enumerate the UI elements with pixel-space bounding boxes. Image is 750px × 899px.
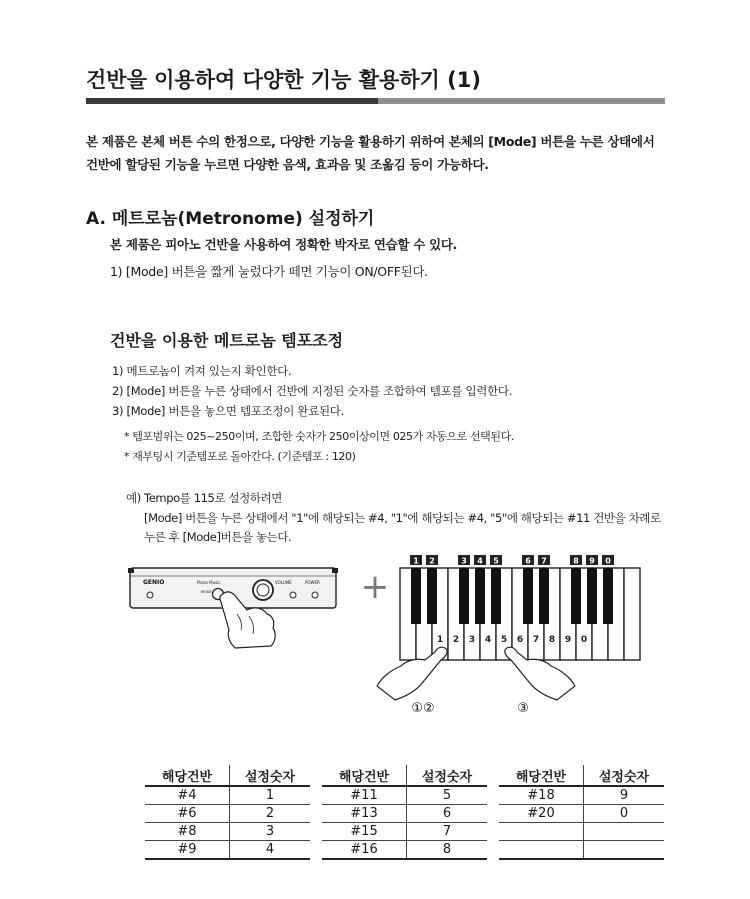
table-cell-number: 9 [584, 786, 665, 805]
table-cell-number: 4 [230, 841, 311, 860]
black-key-number: 9 [589, 556, 595, 566]
device-model: Piano Music [197, 580, 221, 585]
table-row [499, 823, 664, 841]
table-cell-key: #16 [322, 841, 407, 860]
black-key-number: 8 [573, 556, 579, 566]
table-cell-key: #6 [145, 805, 230, 823]
table-cell-key [499, 823, 584, 841]
table-cell-key: #13 [322, 805, 407, 823]
table-header-key: 해당건반 [145, 765, 230, 786]
table-row [499, 805, 664, 823]
black-key-number: 2 [429, 556, 435, 566]
table-row [145, 786, 310, 805]
page-title: 건반을 이용하여 다양한 기능 활용하기 (1) [86, 68, 481, 92]
white-key-number: 4 [484, 635, 492, 645]
black-key [523, 568, 533, 624]
black-key [571, 568, 581, 624]
table-row [499, 841, 664, 860]
white-key-number: 8 [548, 635, 556, 645]
black-key-number: 3 [461, 556, 467, 566]
black-key-number: 7 [541, 556, 547, 566]
device-jack-icon [290, 592, 296, 598]
table-row [322, 805, 487, 823]
table-row [322, 823, 487, 841]
device-power-label: POWER [305, 580, 320, 585]
black-key [411, 568, 421, 624]
section-a-heading: A. 메트로놈(Metronome) 설정하기 [86, 209, 375, 229]
table-cell-number: 3 [230, 823, 311, 841]
tempo-step: 2) [Mode] 버튼을 누른 상태에서 건반에 지정된 숫자를 조합하여 템포를 입력한다. [112, 384, 513, 398]
table-header-key: 해당건반 [499, 765, 584, 786]
tempo-step: 1) 메트로놈이 켜져 있는지 확인한다. [112, 364, 292, 378]
white-key-number: 0 [580, 635, 588, 645]
callout-right: ③ [517, 701, 529, 716]
table-cell-number: 2 [230, 805, 311, 823]
table-header-key: 해당건반 [322, 765, 407, 786]
device-jack-icon [312, 592, 318, 598]
table-cell-key: #4 [145, 786, 230, 805]
title-rule-light [378, 98, 665, 104]
table-header-number: 설정숫자 [407, 765, 488, 786]
white-key [624, 568, 640, 660]
black-key [539, 568, 549, 624]
table-cell-number: 6 [407, 805, 488, 823]
intro-line-1: 본 제품은 본체 버튼 수의 한정으로, 다양한 기능을 활용하기 위하여 본체의 [Mode] 버튼을 누른 상태에서 [86, 134, 655, 149]
table-row [145, 841, 310, 860]
table-cell-key: #8 [145, 823, 230, 841]
table-cell-key: #9 [145, 841, 230, 860]
example-line: [Mode] 버튼을 누른 상태에서 "1"에 해당되는 #4, "1"에 해당되는 #4, "5"에 해당되는 #11 건반을 차례로 [144, 511, 661, 525]
table-cell-number: 5 [407, 786, 488, 805]
white-key-number: 7 [532, 635, 540, 645]
tempo-step: 3) [Mode] 버튼을 놓으면 템포조정이 완료된다. [112, 404, 344, 418]
keyboard [400, 555, 640, 660]
black-key-number: 0 [605, 556, 611, 566]
black-key-number: 5 [493, 556, 499, 566]
white-key-number: 9 [564, 635, 572, 645]
table-cell-key: #11 [322, 786, 407, 805]
example-title: 예) Tempo를 115로 설정하려면 [126, 491, 282, 505]
key-table-1 [145, 765, 310, 860]
table-row [322, 841, 487, 860]
keyboard-diagram [125, 550, 665, 720]
table-header-number: 설정숫자 [230, 765, 311, 786]
table-row [499, 786, 664, 805]
black-key-number: 4 [477, 556, 483, 566]
tempo-heading: 건반을 이용한 메트로놈 템포조정 [110, 331, 344, 350]
device-mode-label: MODE [201, 590, 212, 594]
key-table-2 [322, 765, 487, 860]
black-key [587, 568, 597, 624]
intro-line-2: 건반에 할당된 기능을 누르면 다양한 음색, 효과음 및 조옮김 등이 가능하다. [86, 157, 489, 172]
table-cell-key: #18 [499, 786, 584, 805]
white-key-number: 6 [516, 635, 524, 645]
black-key [427, 568, 437, 624]
table-cell-number [584, 841, 665, 860]
table-cell-number: 1 [230, 786, 311, 805]
title-rule-dark [86, 98, 378, 104]
white-key-number: 1 [436, 635, 444, 645]
black-key [603, 568, 613, 624]
table-row [322, 786, 487, 805]
table-row [145, 823, 310, 841]
device-knob-label: VOLUME [275, 580, 292, 585]
section-a-step-1: 1) [Mode] 버튼을 짧게 눌렀다가 떼면 기능이 ON/OFF된다. [110, 264, 428, 279]
white-key-number: 2 [452, 635, 460, 645]
tempo-note: * 재부팅시 기준템포로 돌아간다. (기준템포 : 120) [124, 450, 356, 463]
table-cell-number: 8 [407, 841, 488, 860]
black-key-number: 1 [413, 556, 419, 566]
callout-left: ①② [411, 701, 435, 716]
device-logo: GENIO [143, 579, 165, 586]
table-cell-number: 7 [407, 823, 488, 841]
black-key-number: 6 [525, 556, 531, 566]
table-cell-key: #20 [499, 805, 584, 823]
table-cell-key [499, 841, 584, 860]
key-table-3 [499, 765, 664, 860]
device-jack-icon [147, 592, 153, 598]
volume-knob [253, 580, 273, 600]
plus-sign: + [360, 567, 390, 607]
table-header-number: 설정숫자 [584, 765, 665, 786]
white-key-number: 5 [500, 635, 508, 645]
example-line: 누른 후 [Mode]버튼을 놓는다. [144, 530, 292, 544]
tempo-note: * 템포범위는 025~250이며, 조합한 숫자가 250이상이면 025가 자동으로 선택된다. [124, 430, 514, 443]
white-key-number: 3 [468, 635, 476, 645]
black-key [459, 568, 469, 624]
table-row [145, 805, 310, 823]
black-key [475, 568, 485, 624]
table-cell-number [584, 823, 665, 841]
table-cell-number: 0 [584, 805, 665, 823]
black-key [491, 568, 501, 624]
section-a-description: 본 제품은 피아노 건반을 사용하여 정확한 박자로 연습할 수 있다. [110, 237, 458, 252]
table-cell-key: #15 [322, 823, 407, 841]
